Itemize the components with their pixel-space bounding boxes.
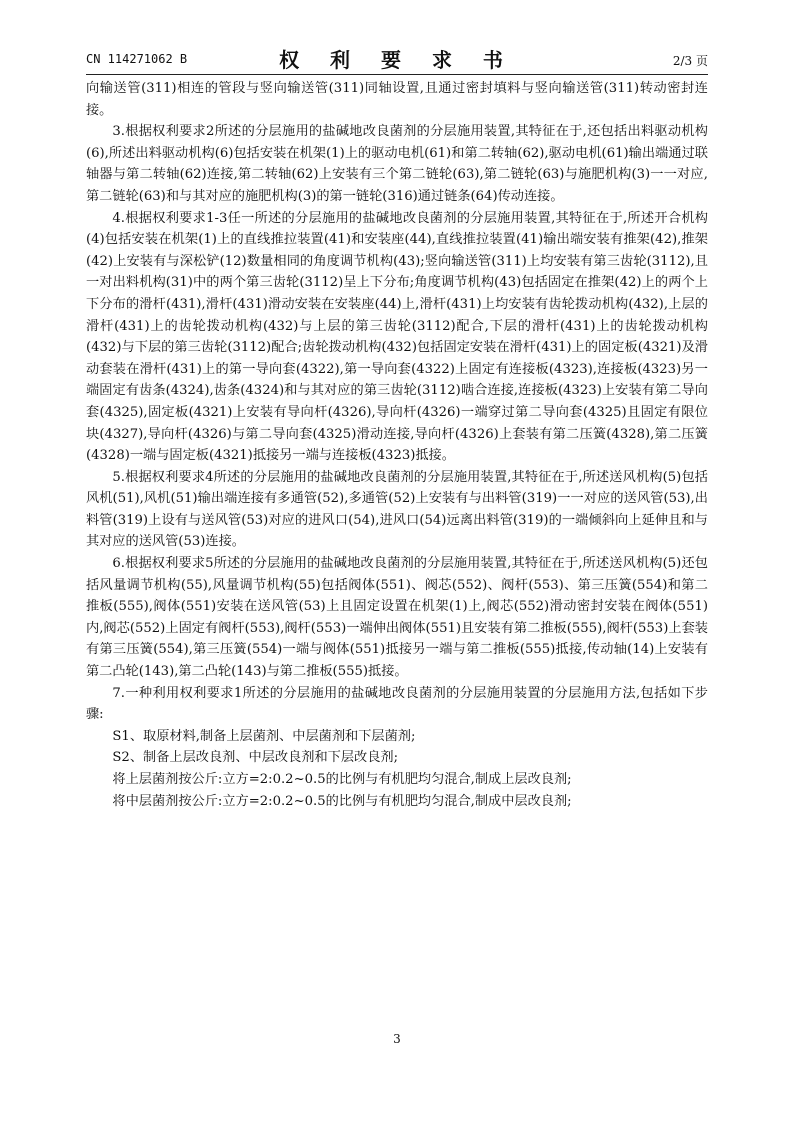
- step-middle-improver: 将中层菌剂按公斤:立方=2:0.2~0.5的比例与有机肥均匀混合,制成中层改良剂;: [112, 793, 572, 809]
- claim-6: 6.根据权利要求5所述的分层施用的盐碱地改良菌剂的分层施用装置,其特征在于,所述送风机构(5)还包括风量调节机构(55),风量调节机构(55)包括阀体(551)、阀芯(552)、阀杆(553)、第三压簧(554)和第二推板(555),阀体(551)安装在送风管(53)上且固定设置在机架(1)上,阀芯(552)滑动密封安装在阀体(551)内,阀芯(552)上固定有阀杆(553),阀杆(553)一端伸出阀体(551)且安装有第二推板(555),阀杆(553)上套装有第三压簧(554),第三压簧(554)一端与阀体(551)抵接另一端与第二推板(555)抵接,传动轴(14)上安装有第二凸轮(143),第二凸轮(143)与第二推板(555)抵接。: [86, 556, 708, 680]
- claim-4: 4.根据权利要求1-3任一所述的分层施用的盐碱地改良菌剂的分层施用装置,其特征在于,所述开合机构(4)包括安装在机架(1)上的直线推拉装置(41)和安装座(44),直线推拉装置(41)输出端安装有推架(42),推架(42)上安装有与深松铲(12)数量相同的角度调节机构(43);竖向输送管(311)上均安装有第三齿轮(3112),且一对出料机构(31)中的两个第三齿轮(3112)呈上下分布;角度调节机构(43)包括固定在推架(42)上的两个上下分布的滑杆(431),滑杆(431)滑动安装在安装座(44)上,滑杆(431)上均安装有齿轮拨动机构(432),上层的滑杆(431)上的齿轮拨动机构(432)与上层的第三齿轮(3112)配合,下层的滑杆(431)上的齿轮拨动机构(432)与下层的第三齿轮(3112)配合;齿轮拨动机构(432)包括固定安装在滑杆(431)上的固定板(4321)及滑动套装在滑杆(431)上的第一导向套(4322),第一导向套(4322)上固定有连接板(4323),连接板(4323)另一端固定有齿条(4324),齿条(4324)和与其对应的第三齿轮(3112)啮合连接,连接板(4323)上安装有第二导向套(4325),固定板(4321)上安装有导向杆(4326),导向杆(4326)一端穿过第二导向套(4325)且固定有限位块(4327),导向杆(4326)与第二导向套(4325)滑动连接,导向杆(4326)上套装有第二压簧(4328),第二压簧(4328)一端与固定板(4321)抵接另一端与连接板(4323)抵接。: [86, 210, 708, 464]
- document-title: 权 利 要 求 书: [279, 48, 515, 72]
- claim-7: 7.一种利用权利要求1所述的分层施用的盐碱地改良菌剂的分层施用装置的分层施用方法,包括如下步骤:: [86, 685, 708, 723]
- claims-body: [86, 78, 708, 812]
- page-indicator: 2/3 页: [672, 54, 708, 68]
- claim-5: 5.根据权利要求4所述的分层施用的盐碱地改良菌剂的分层施用装置,其特征在于,所述送风机构(5)包括风机(51),风机(51)输出端连接有多通管(52),多通管(52)上安装有与出料管(319)一一对应的送风管(53),出料管(319)上设有与送风管(53)对应的进风口(54),进风口(54)远离出料管(319)的一端倾斜向上延伸且和与其对应的送风管(53)连接。: [86, 469, 708, 550]
- page-number: 3: [393, 1032, 401, 1046]
- claim-continuation: 向输送管(311)相连的管段与竖向输送管(311)同轴设置,且通过密封填料与竖向输送管(311)转动密封连接。: [86, 81, 708, 118]
- patent-number: CN 114271062 B: [86, 52, 188, 66]
- claim-3: 3.根据权利要求2所述的分层施用的盐碱地改良菌剂的分层施用装置,其特征在于,还包括出料驱动机构(6),所述出料驱动机构(6)包括安装在机架(1)上的驱动电机(61)和第二转轴(62),驱动电机(61)输出端通过联轴器与第二转轴(62)连接,第二转轴(62)上安装有三个第二链轮(63),第二链轮(63)与施肥机构(3)一一对应,第二链轮(63)和与其对应的施肥机构(3)的第一链轮(316)通过链条(64)传动连接。: [86, 124, 708, 204]
- page-header: [86, 44, 708, 75]
- step-s1: S1、取原材料,制备上层菌剂、中层菌剂和下层菌剂;: [112, 728, 416, 744]
- step-s2: S2、制备上层改良剂、中层改良剂和下层改良剂;: [112, 750, 399, 766]
- step-upper-improver: 将上层菌剂按公斤:立方=2:0.2~0.5的比例与有机肥均匀混合,制成上层改良剂;: [112, 772, 572, 787]
